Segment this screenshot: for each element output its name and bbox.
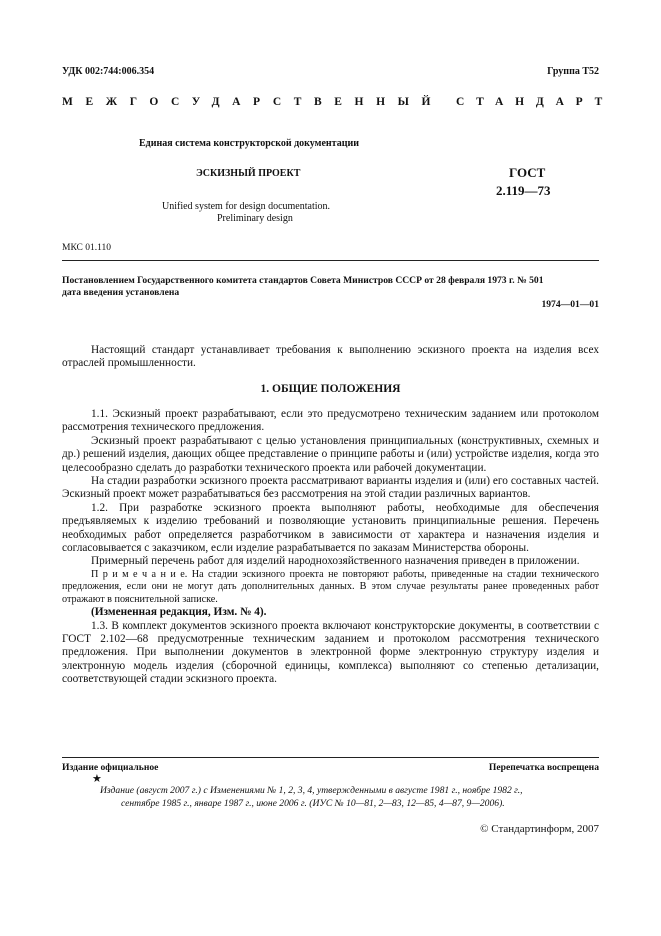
revision-note: (Измененная редакция, Изм. № 4). xyxy=(91,606,267,619)
effective-date: 1974—01—01 xyxy=(541,299,599,310)
intro-paragraph xyxy=(62,344,599,371)
english-title-line1: Unified system for design documentation. xyxy=(162,201,331,212)
udk-code: УДК 002:744:006.354 xyxy=(62,66,155,77)
edition-info-line2: сентябре 1985 г., январе 1987 г., июне 2006 г. (ИУС № 10—81, 2—83, 12—85, 4—87, 9—2006). xyxy=(121,798,505,809)
section-body xyxy=(62,408,599,687)
official-edition: Издание официальное xyxy=(62,762,159,773)
gost-label: ГОСТ xyxy=(509,165,546,180)
system-name: Единая система конструкторской документации xyxy=(139,138,359,149)
paragraph-1-3: 1.3. В комплект документов эскизного проекта включают конструкторские документы, в соответствии с ГОСТ 2.102—68 предусмотренные техническим заданием и протоколом рассмотрения технического предложения. При выполнении документов в электронной форме электронную структуру изделия и электронную модель изделия (сборочной единицы, комплекса) выполняют со степенью детализации, соответствующей стадии эскизного проекта. xyxy=(62,619,599,686)
banner-standard: СТАНДАРТ xyxy=(456,96,615,108)
paragraph-1-1: 1.1. Эскизный проект разрабатывают, если это предусмотрено техническим заданием или протоколом рассмотрения технического предложения. xyxy=(62,408,599,434)
gost-number: 2.119—73 xyxy=(496,183,551,198)
paragraph-1-1-variants: На стадии разработки эскизного проекта рассматривают варианты изделия и (или) его составных частей. Эскизный проект может разрабатываться без рассмотрения на этой стадии различных вариантов. xyxy=(62,475,599,501)
note-text: На стадии эскизного проекта не повторяют работы, приведенные на стадии технического предложения, если они не могут дать дополнительных данных. В этом случае результаты ранее проведенных работ отражают в пояснительной записке. xyxy=(62,568,599,605)
star-icon: ★ xyxy=(92,773,102,785)
mks-code: МКС 01.110 xyxy=(62,243,112,253)
paragraph-1-1-purpose: Эскизный проект разрабатывают с целью установления принципиальных (конструктивных, схемных и др.) решений изделия, дающих общее представление о принципе работы и (или) устройстве изделия, когда это целесообразно сделать до разработки технического проекта или рабочей документации. xyxy=(62,434,599,474)
edition-info-line1: Издание (август 2007 г.) с Изменениями № 1, 2, 3, 4, утвержденными в августе 1981 г., ноябре 1982 г., xyxy=(100,785,523,796)
group-code: Группа Т52 xyxy=(547,66,599,77)
document-title: ЭСКИЗНЫЙ ПРОЕКТ xyxy=(196,168,301,179)
copyright: © Стандартинформ, 2007 xyxy=(480,823,599,835)
note-label: П р и м е ч а н и е. xyxy=(91,568,188,580)
decree-line: Постановлением Государственного комитета стандартов Совета Министров СССР от 28 февраля 1973 г. № 501 xyxy=(62,275,544,286)
banner-interstate: МЕЖГОСУДАРСТВЕННЫЙ xyxy=(62,96,444,108)
section-heading: 1. ОБЩИЕ ПОЛОЖЕНИЯ xyxy=(260,383,401,395)
english-title-line2: Preliminary design xyxy=(217,213,293,224)
paragraph-1-2-appendix: Примерный перечень работ для изделий народнохозяйственного назначения приведен в приложении. xyxy=(91,555,580,568)
note-block xyxy=(62,569,599,606)
paragraph-1-2: 1.2. При разработке эскизного проекта выполняют работы, необходимые для обеспечения предъявляемых к изделию требований и позволяющие установить принципиальные решения. Перечень необходимых работ определяется разработчиком в зависимости от характера и назначения изделия и согласовывается с заказчиком, если изделие разрабатывается по заказам Министерства обороны. xyxy=(62,501,599,555)
divider-top xyxy=(62,260,599,261)
intro-text: Настоящий стандарт устанавливает требования к выполнению эскизного проекта на изделия всех отраслей промышленности. xyxy=(62,344,599,370)
reprint-notice: Перепечатка воспрещена xyxy=(488,762,599,773)
divider-footer xyxy=(62,757,599,758)
decree-date-label: дата введения установлена xyxy=(62,287,180,298)
